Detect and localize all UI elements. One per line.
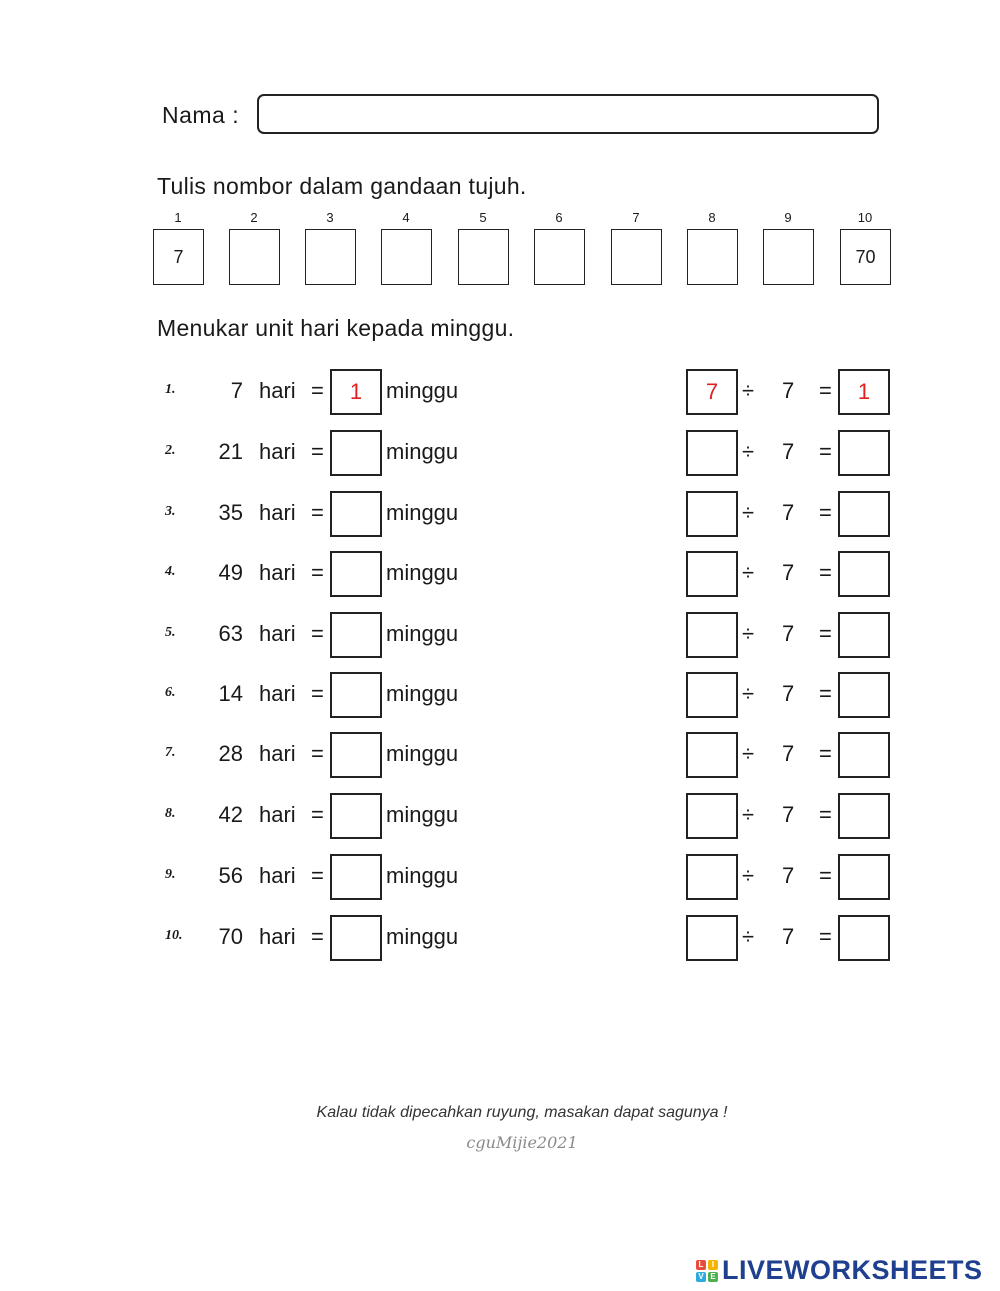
weeks-answer-box[interactable]	[330, 732, 382, 778]
days-value: 42	[218, 802, 243, 827]
result-answer-box[interactable]	[838, 793, 890, 839]
equals-sign: =	[819, 621, 832, 646]
divisor-value: 7	[782, 621, 795, 646]
multiple-box-3[interactable]	[305, 229, 356, 285]
dividend-answer-box[interactable]	[686, 612, 738, 658]
divisor-value: 7	[782, 924, 795, 949]
dividend-answer-box[interactable]	[686, 732, 738, 778]
hari-label: hari	[259, 378, 296, 403]
conversion-row	[0, 369, 1000, 415]
conversion-row	[0, 551, 1000, 597]
row-number: 6.	[165, 685, 176, 700]
days-value: 7	[230, 378, 243, 403]
equals-sign: =	[311, 621, 324, 646]
days-value: 63	[218, 621, 243, 646]
divide-sign: ÷	[742, 560, 755, 585]
conversion-row	[0, 732, 1000, 778]
multiple-index-9: 9	[784, 210, 792, 225]
result-answer-box[interactable]	[838, 672, 890, 718]
weeks-answer-box[interactable]	[330, 854, 382, 900]
equals-sign: =	[819, 378, 832, 403]
hari-label: hari	[259, 924, 296, 949]
weeks-answer-box[interactable]	[330, 491, 382, 537]
dividend-answer-box[interactable]	[686, 430, 738, 476]
result-answer-box[interactable]	[838, 491, 890, 537]
divide-sign: ÷	[742, 439, 755, 464]
equals-sign: =	[819, 500, 832, 525]
minggu-label: minggu	[386, 741, 459, 766]
divide-sign: ÷	[742, 378, 755, 403]
equals-sign: =	[819, 681, 832, 706]
multiple-index-2: 2	[250, 210, 258, 225]
weeks-answer-box[interactable]	[330, 612, 382, 658]
multiple-box-9[interactable]	[763, 229, 814, 285]
multiple-box-8[interactable]	[687, 229, 738, 285]
logo-square: I	[708, 1260, 718, 1270]
minggu-label: minggu	[386, 378, 459, 403]
divisor-value: 7	[782, 500, 795, 525]
hari-label: hari	[259, 741, 296, 766]
divisor-value: 7	[782, 741, 795, 766]
dividend-answer-box[interactable]	[686, 491, 738, 537]
days-value: 28	[218, 741, 243, 766]
minggu-label: minggu	[386, 802, 459, 827]
row-number: 7.	[165, 745, 176, 760]
multiple-box-6[interactable]	[534, 229, 585, 285]
divisor-value: 7	[782, 560, 795, 585]
equals-sign: =	[819, 863, 832, 888]
row-number: 1.	[165, 382, 176, 397]
divide-sign: ÷	[742, 924, 755, 949]
result-answer-box[interactable]	[838, 854, 890, 900]
name-label: Nama :	[162, 102, 240, 128]
row-number: 2.	[165, 443, 176, 458]
multiple-index-5: 5	[479, 210, 487, 225]
divide-sign: ÷	[742, 500, 755, 525]
minggu-label: minggu	[386, 621, 459, 646]
multiple-index-3: 3	[326, 210, 334, 225]
proverb-text: Kalau tidak dipecahkan ruyung, masakan dapat sagunya !	[316, 1104, 728, 1121]
weeks-answer-box[interactable]	[330, 915, 382, 961]
equals-sign: =	[311, 560, 324, 585]
days-value: 70	[218, 924, 243, 949]
divide-sign: ÷	[742, 681, 755, 706]
divisor-value: 7	[782, 439, 795, 464]
minggu-label: minggu	[386, 681, 459, 706]
logo-square: V	[696, 1272, 706, 1282]
row-number: 3.	[165, 504, 176, 519]
row-number: 4.	[165, 564, 176, 579]
multiple-index-8: 8	[708, 210, 716, 225]
dividend-answer-box[interactable]	[686, 551, 738, 597]
conversion-row	[0, 672, 1000, 718]
equals-sign: =	[311, 378, 324, 403]
days-value: 56	[218, 863, 243, 888]
equals-sign: =	[311, 681, 324, 706]
divisor-value: 7	[782, 681, 795, 706]
row-number: 9.	[165, 867, 176, 882]
dividend-answer-box[interactable]: 7	[686, 369, 738, 415]
divide-sign: ÷	[742, 863, 755, 888]
multiple-box-10[interactable]: 70	[840, 229, 891, 285]
divide-sign: ÷	[742, 741, 755, 766]
result-answer-box[interactable]	[838, 430, 890, 476]
result-answer-box[interactable]	[838, 915, 890, 961]
multiple-box-2[interactable]	[229, 229, 280, 285]
conversion-row	[0, 793, 1000, 839]
logo-square: E	[708, 1272, 718, 1282]
conversion-row	[0, 854, 1000, 900]
minggu-label: minggu	[386, 439, 459, 464]
conversion-row	[0, 915, 1000, 961]
days-value: 35	[218, 500, 243, 525]
dividend-answer-box[interactable]	[686, 915, 738, 961]
equals-sign: =	[819, 439, 832, 464]
logo-square: L	[696, 1260, 706, 1270]
row-number: 10.	[165, 928, 183, 943]
multiple-box-1[interactable]: 7	[153, 229, 204, 285]
weeks-answer-box[interactable]	[330, 430, 382, 476]
days-value: 49	[218, 560, 243, 585]
multiple-box-5[interactable]	[458, 229, 509, 285]
dividend-answer-box[interactable]	[686, 672, 738, 718]
equals-sign: =	[311, 439, 324, 464]
weeks-answer-box[interactable]	[330, 551, 382, 597]
equals-sign: =	[311, 924, 324, 949]
conversion-row	[0, 430, 1000, 476]
minggu-label: minggu	[386, 560, 459, 585]
multiple-index-10: 10	[857, 210, 873, 225]
author-credit: cguMijie2021	[466, 1133, 578, 1152]
weeks-answer-box[interactable]	[330, 672, 382, 718]
name-input[interactable]	[257, 94, 879, 134]
hari-label: hari	[259, 681, 296, 706]
result-answer-box[interactable]: 1	[838, 369, 890, 415]
brand-text: LIVEWORKSHEETS	[722, 1255, 983, 1285]
result-answer-box[interactable]	[838, 551, 890, 597]
equals-sign: =	[311, 741, 324, 766]
equals-sign: =	[819, 560, 832, 585]
multiple-box-4[interactable]	[381, 229, 432, 285]
days-value: 21	[218, 439, 243, 464]
section2-title: Menukar unit hari kepada minggu.	[157, 315, 515, 341]
days-value: 14	[218, 681, 243, 706]
hari-label: hari	[259, 560, 296, 585]
minggu-label: minggu	[386, 863, 459, 888]
hari-label: hari	[259, 500, 296, 525]
equals-sign: =	[311, 500, 324, 525]
hari-label: hari	[259, 621, 296, 646]
multiple-index-4: 4	[402, 210, 410, 225]
result-answer-box[interactable]	[838, 732, 890, 778]
minggu-label: minggu	[386, 924, 459, 949]
result-answer-box[interactable]	[838, 612, 890, 658]
dividend-answer-box[interactable]	[686, 854, 738, 900]
hari-label: hari	[259, 439, 296, 464]
divide-sign: ÷	[742, 621, 755, 646]
hari-label: hari	[259, 863, 296, 888]
equals-sign: =	[311, 863, 324, 888]
row-number: 5.	[165, 625, 176, 640]
hari-label: hari	[259, 802, 296, 827]
multiple-box-7[interactable]	[611, 229, 662, 285]
liveworksheets-logo	[696, 1255, 983, 1286]
conversion-row	[0, 612, 1000, 658]
equals-sign: =	[819, 741, 832, 766]
row-number: 8.	[165, 806, 176, 821]
weeks-answer-box[interactable]	[330, 793, 382, 839]
equals-sign: =	[819, 924, 832, 949]
weeks-answer-box[interactable]: 1	[330, 369, 382, 415]
conversion-row	[0, 491, 1000, 537]
minggu-label: minggu	[386, 500, 459, 525]
divide-sign: ÷	[742, 802, 755, 827]
logo-icon	[696, 1260, 718, 1282]
equals-sign: =	[819, 802, 832, 827]
equals-sign: =	[311, 802, 324, 827]
multiple-index-1: 1	[174, 210, 182, 225]
divisor-value: 7	[782, 802, 795, 827]
multiple-index-7: 7	[632, 210, 640, 225]
dividend-answer-box[interactable]	[686, 793, 738, 839]
section1-title: Tulis nombor dalam gandaan tujuh.	[157, 173, 527, 199]
divisor-value: 7	[782, 378, 795, 403]
multiple-index-6: 6	[555, 210, 563, 225]
divisor-value: 7	[782, 863, 795, 888]
